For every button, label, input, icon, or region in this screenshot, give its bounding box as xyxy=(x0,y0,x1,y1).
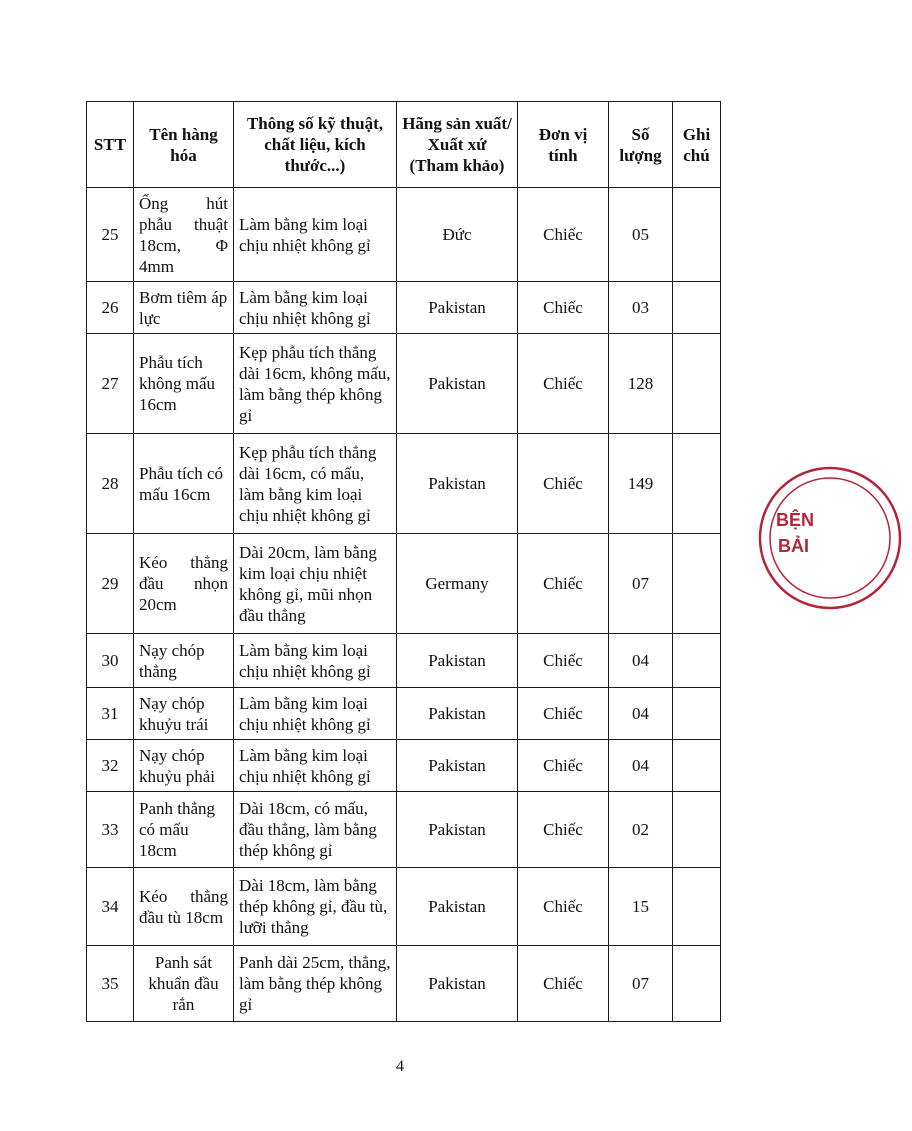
cell-stt: 28 xyxy=(87,434,134,534)
cell-stt: 27 xyxy=(87,334,134,434)
cell-qty: 02 xyxy=(609,792,673,868)
cell-maker: Pakistan xyxy=(397,740,518,792)
cell-stt: 35 xyxy=(87,946,134,1022)
table-row xyxy=(87,534,721,634)
cell-name: Bơm tiêm áp lực xyxy=(134,282,234,334)
cell-name: Ống hút phẫu thuật 18cm, Φ 4mm xyxy=(134,188,234,282)
cell-unit: Chiếc xyxy=(518,334,609,434)
header-row xyxy=(87,102,721,188)
header-maker: Hãng sản xuất/ Xuất xứ (Tham khảo) xyxy=(397,102,518,188)
cell-qty: 149 xyxy=(609,434,673,534)
cell-qty: 04 xyxy=(609,634,673,688)
cell-name: Kéo thẳng đầu tù 18cm xyxy=(134,868,234,946)
cell-unit: Chiếc xyxy=(518,434,609,534)
cell-unit: Chiếc xyxy=(518,740,609,792)
cell-spec: Dài 18cm, làm bằng thép không gỉ, đầu tù, lưỡi thẳng xyxy=(234,868,397,946)
cell-maker: Germany xyxy=(397,534,518,634)
table-row xyxy=(87,688,721,740)
cell-stt: 33 xyxy=(87,792,134,868)
table-row xyxy=(87,868,721,946)
cell-qty: 07 xyxy=(609,946,673,1022)
header-note: Ghi chú xyxy=(673,102,721,188)
cell-maker: Pakistan xyxy=(397,688,518,740)
cell-name: Panh thẳng có mấu 18cm xyxy=(134,792,234,868)
cell-unit: Chiếc xyxy=(518,868,609,946)
cell-name: Phẫu tích có mấu 16cm xyxy=(134,434,234,534)
cell-name: Nạy chóp khuỷu phải xyxy=(134,740,234,792)
header-stt: STT xyxy=(87,102,134,188)
cell-maker: Đức xyxy=(397,188,518,282)
cell-qty: 04 xyxy=(609,740,673,792)
goods-table xyxy=(86,101,721,1022)
cell-note xyxy=(673,792,721,868)
stamp-text-line2: BẢI xyxy=(778,536,809,556)
cell-note xyxy=(673,688,721,740)
cell-spec: Kẹp phẫu tích thẳng dài 16cm, có mấu, làm bằng kim loại chịu nhiệt không gỉ xyxy=(234,434,397,534)
cell-maker: Pakistan xyxy=(397,792,518,868)
cell-name: Nạy chóp khuỷu trái xyxy=(134,688,234,740)
header-unit: Đơn vị tính xyxy=(518,102,609,188)
table-row xyxy=(87,792,721,868)
cell-unit: Chiếc xyxy=(518,634,609,688)
page-number: 4 xyxy=(396,1058,404,1075)
cell-name: Phẫu tích không mấu 16cm xyxy=(134,334,234,434)
cell-unit: Chiếc xyxy=(518,188,609,282)
cell-unit: Chiếc xyxy=(518,282,609,334)
cell-spec: Dài 18cm, có mấu, đầu thẳng, làm bằng thép không gỉ xyxy=(234,792,397,868)
cell-maker: Pakistan xyxy=(397,282,518,334)
cell-stt: 34 xyxy=(87,868,134,946)
cell-unit: Chiếc xyxy=(518,946,609,1022)
cell-name: Panh sát khuẩn đầu rắn xyxy=(134,946,234,1022)
table-row xyxy=(87,334,721,434)
cell-qty: 07 xyxy=(609,534,673,634)
cell-qty: 128 xyxy=(609,334,673,434)
cell-note xyxy=(673,740,721,792)
table-row xyxy=(87,946,721,1022)
cell-stt: 31 xyxy=(87,688,134,740)
cell-note xyxy=(673,188,721,282)
cell-spec: Làm bằng kim loại chịu nhiệt không gỉ xyxy=(234,634,397,688)
cell-unit: Chiếc xyxy=(518,534,609,634)
cell-name: Nạy chóp thẳng xyxy=(134,634,234,688)
cell-spec: Làm bằng kim loại chịu nhiệt không gỉ xyxy=(234,688,397,740)
table-row xyxy=(87,740,721,792)
cell-stt: 29 xyxy=(87,534,134,634)
table-row xyxy=(87,282,721,334)
cell-note xyxy=(673,334,721,434)
cell-spec: Kẹp phẫu tích thẳng dài 16cm, không mấu, làm bằng thép không gỉ xyxy=(234,334,397,434)
cell-qty: 15 xyxy=(609,868,673,946)
cell-unit: Chiếc xyxy=(518,792,609,868)
table-row xyxy=(87,634,721,688)
cell-spec: Dài 20cm, làm bằng kim loại chịu nhiệt không gỉ, mũi nhọn đầu thẳng xyxy=(234,534,397,634)
cell-stt: 26 xyxy=(87,282,134,334)
table-row xyxy=(87,188,721,282)
cell-maker: Pakistan xyxy=(397,334,518,434)
cell-maker: Pakistan xyxy=(397,434,518,534)
cell-qty: 03 xyxy=(609,282,673,334)
cell-maker: Pakistan xyxy=(397,868,518,946)
cell-stt: 30 xyxy=(87,634,134,688)
cell-stt: 32 xyxy=(87,740,134,792)
cell-unit: Chiếc xyxy=(518,688,609,740)
cell-note xyxy=(673,282,721,334)
header-spec: Thông số kỹ thuật, chất liệu, kích thước...) xyxy=(234,102,397,188)
cell-spec: Làm bằng kim loại chịu nhiệt không gỉ xyxy=(234,188,397,282)
cell-qty: 05 xyxy=(609,188,673,282)
cell-note xyxy=(673,868,721,946)
cell-note xyxy=(673,534,721,634)
cell-spec: Panh dài 25cm, thẳng, làm bằng thép không gỉ xyxy=(234,946,397,1022)
cell-spec: Làm bằng kim loại chịu nhiệt không gỉ xyxy=(234,282,397,334)
cell-qty: 04 xyxy=(609,688,673,740)
cell-maker: Pakistan xyxy=(397,634,518,688)
hospital-stamp xyxy=(752,460,912,620)
cell-spec: Làm bằng kim loại chịu nhiệt không gỉ xyxy=(234,740,397,792)
cell-name: Kéo thẳng đầu nhọn 20cm xyxy=(134,534,234,634)
cell-note xyxy=(673,946,721,1022)
cell-note xyxy=(673,434,721,534)
cell-stt: 25 xyxy=(87,188,134,282)
header-qty: Số lượng xyxy=(609,102,673,188)
cell-maker: Pakistan xyxy=(397,946,518,1022)
cell-note xyxy=(673,634,721,688)
stamp-text-line1: BỆN xyxy=(776,510,815,530)
table-row xyxy=(87,434,721,534)
header-name: Tên hàng hóa xyxy=(134,102,234,188)
